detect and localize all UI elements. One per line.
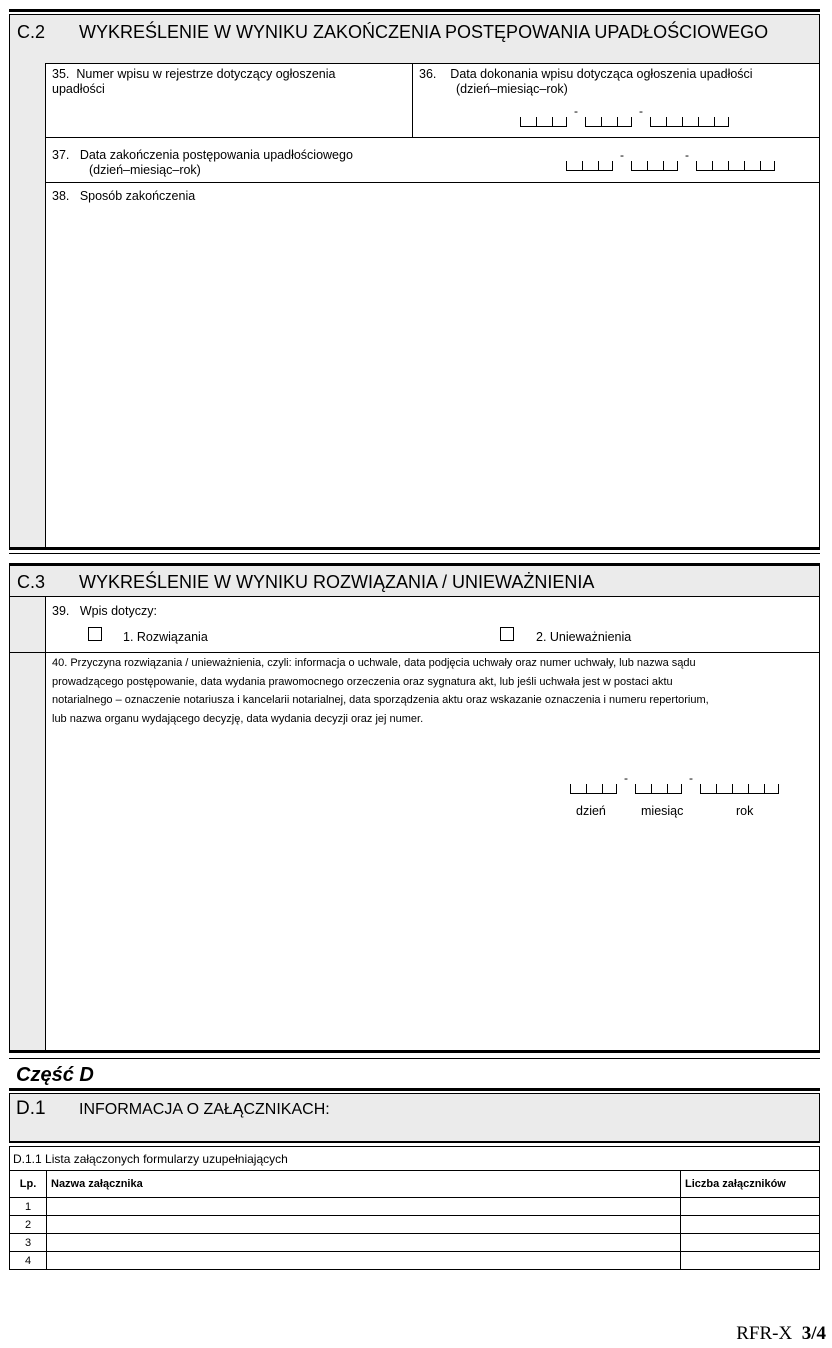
c3-margin — [9, 597, 45, 1052]
attachment-name-cell[interactable] — [47, 1198, 681, 1216]
checkbox-uniewaznienia[interactable] — [500, 627, 514, 641]
rule — [45, 63, 820, 64]
attachment-name-cell[interactable] — [47, 1216, 681, 1234]
attachment-name-cell[interactable] — [47, 1234, 681, 1252]
field-37-date-input[interactable]: - - — [566, 161, 775, 171]
page-footer — [736, 1323, 826, 1345]
d11-list-title: D.1.1 Lista załączonych formularzy uzupełniających — [13, 1152, 288, 1166]
rule — [9, 553, 820, 554]
rule — [9, 1088, 820, 1091]
attachment-count-cell[interactable] — [681, 1216, 820, 1234]
col-lp: Lp. — [10, 1171, 47, 1198]
checkbox-rozwiazania-label: 1. Rozwiązania — [123, 630, 208, 644]
c2-bottom-rule — [9, 547, 820, 550]
field-40-date-input[interactable]: - - — [570, 784, 779, 794]
field-37-label: 37. Data zakończenia postępowania upadłościowego (dzień–miesiąc–rok) — [52, 148, 353, 177]
rule — [412, 63, 413, 138]
rule — [819, 14, 820, 550]
c2-code: C.2 — [17, 22, 46, 42]
field-39-label: 39. Wpis dotyczy: — [52, 604, 157, 618]
date-month-caption: miesiąc — [641, 804, 684, 818]
rule — [9, 14, 10, 550]
c3-bottom-rule — [9, 1050, 820, 1053]
rule — [9, 1093, 820, 1094]
rule — [9, 1141, 820, 1143]
rule — [9, 596, 820, 597]
rule — [819, 563, 820, 1052]
rule — [9, 652, 820, 653]
row-number: 3 — [10, 1234, 47, 1252]
d1-title: INFORMACJA O ZAŁĄCZNIKACH: — [79, 1101, 330, 1118]
date-year-caption: rok — [736, 804, 754, 818]
table-row — [10, 1234, 820, 1252]
rule — [45, 137, 820, 138]
d1-code: D.1 — [16, 1098, 46, 1119]
attachment-count-cell[interactable] — [681, 1252, 820, 1270]
attachments-table — [9, 1170, 820, 1270]
rule — [819, 1093, 820, 1143]
rule — [9, 1093, 10, 1143]
c2-top-rule — [9, 9, 820, 12]
date-day-caption: dzień — [576, 804, 606, 818]
part-d-heading: Część D — [16, 1064, 94, 1086]
row-number: 2 — [10, 1216, 47, 1234]
table-row — [10, 1252, 820, 1270]
c3-title: WYKREŚLENIE W WYNIKU ROZWIĄZANIA / UNIEWAŻNIENIA — [79, 572, 595, 592]
checkbox-uniewaznienia-label: 2. Unieważnienia — [536, 630, 632, 644]
rule — [9, 14, 820, 15]
row-number: 1 — [10, 1198, 47, 1216]
table-header-row — [10, 1171, 820, 1198]
rule — [9, 1146, 820, 1147]
col-name: Nazwa załącznika — [47, 1171, 681, 1198]
form-code: RFR-X — [736, 1323, 793, 1344]
field-35-label: 35. Numer wpisu w rejestrze dotyczący ogłoszenia upadłości — [52, 67, 336, 96]
field-38-label: 38. Sposób zakończenia — [52, 189, 196, 203]
c2-title: WYKREŚLENIE W WYNIKU ZAKOŃCZENIA POSTĘPOWANIA UPADŁOŚCIOWEGO — [79, 22, 769, 42]
col-count: Liczba załączników — [681, 1171, 820, 1198]
rule — [819, 1146, 820, 1170]
field-40-textarea[interactable] — [46, 730, 819, 1050]
c2-margin — [9, 63, 45, 550]
c3-code: C.3 — [17, 572, 46, 592]
rule — [9, 563, 10, 1052]
rule — [9, 1058, 820, 1059]
field-36-date-input[interactable]: - - — [520, 117, 729, 127]
attachment-count-cell[interactable] — [681, 1198, 820, 1216]
checkbox-rozwiazania[interactable] — [88, 627, 102, 641]
field-38-textarea[interactable] — [46, 206, 819, 549]
attachment-count-cell[interactable] — [681, 1234, 820, 1252]
field-36-label: 36. Data dokonania wpisu dotycząca ogłoszenia upadłości (dzień–miesiąc–rok) — [419, 67, 753, 96]
page-number: 3/4 — [801, 1323, 826, 1344]
rule — [9, 1146, 10, 1170]
field-40-label: 40. Przyczyna rozwiązania / unieważnienia, czyli: informacja o uchwale, data podjęcia uchwały oraz numer uchwały, lub nazwa sądu prowadzącego postępowanie, data wydania prawomocnego orzeczenia oraz sygnatura akt, lub jeśli uchwała jest w postaci aktu notarialnego – oznaczenie notariusza i kancelarii notarialnej, data sporządzenia aktu oraz wskazanie oznaczenia i numeru repertorium, lub nazwa organu wydającego decyzję, data wydania decyzji oraz jej numer. — [52, 657, 709, 725]
row-number: 4 — [10, 1252, 47, 1270]
rule — [45, 182, 820, 183]
table-row — [10, 1216, 820, 1234]
attachment-name-cell[interactable] — [47, 1252, 681, 1270]
table-row — [10, 1198, 820, 1216]
